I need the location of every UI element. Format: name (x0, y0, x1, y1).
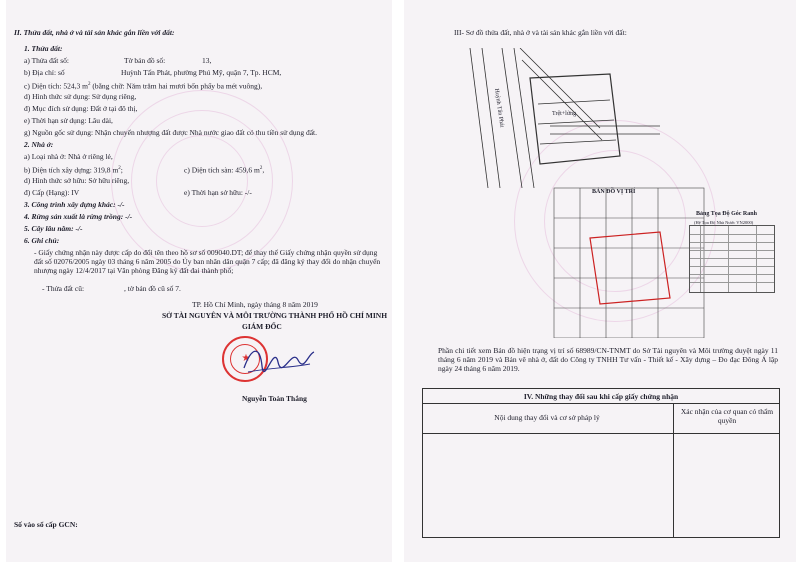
coordinate-table-title: Bảng Tọa Độ Góc Ranh (696, 211, 757, 217)
changes-table-title: IV. Những thay đổi sau khi cấp giấy chứng nhận (523, 392, 679, 401)
certificate-registry-number: Số vào sổ cấp GCN: (14, 520, 78, 529)
table-row-line (690, 282, 774, 283)
signature (238, 338, 318, 378)
location-map-title: BẢN ĐỒ VỊ TRÍ (592, 189, 636, 195)
note-text: - Giấy chứng nhận này được cấp do đổi tên theo hồ sơ số 009040.DT; để thay thế Giấy chứng nhận quyền sử dụng đất số 02076/2005 ngày 03 tháng 6 năm 2005 do Ủy ban nhân dân quận 7 cấp; đã đăng ký thay đổi do nhận chuyển nhượng ngày 12/4/2017 tại Văn phòng Đăng ký đất đai thành phố; (34, 248, 381, 275)
coordinate-table-subtitle: (Hệ Tọa Độ Nhà Nước VN2000) (694, 220, 754, 225)
land-area-unit-sup: 2 (87, 82, 91, 87)
table-column-line (728, 226, 729, 292)
land-address-label: b) Địa chỉ: số (24, 68, 65, 77)
land-address-value: Huỳnh Tấn Phát, phường Phú Mỹ, quận 7, Tp. HCM, (121, 68, 282, 77)
section-title-2: II. Thửa đất, nhà ở và tài sản khác gắn liền với đất: (14, 28, 175, 37)
house-build-area-end: ; (120, 165, 123, 175)
sign-year-label: năm (288, 300, 301, 309)
table-line (423, 433, 779, 434)
production-forest: 4. Rừng sản xuất là rừng trồng: -/- (24, 212, 133, 221)
perennial-trees: 5. Cây lâu năm: -/- (24, 224, 83, 233)
table-row-line (690, 250, 774, 251)
sign-place: TP. Hồ Chí Minh, ngày (192, 300, 263, 309)
rosette-pattern (156, 135, 248, 227)
notes-heading: 6. Ghi chú: (24, 236, 60, 245)
other-construction: 3. Công trình xây dựng khác: -/- (24, 200, 125, 209)
house-floor-area-label: c) Diện tích sàn: 459,6 (184, 165, 253, 175)
house-type: a) Loại nhà ở: Nhà ở riêng lẻ, (24, 152, 113, 161)
coordinate-table (689, 225, 775, 293)
left-page (6, 0, 392, 562)
old-map-sheet: , tờ bản đồ cũ số 7. (124, 284, 181, 293)
house-build-area-unit: m (112, 165, 119, 175)
land-area-words: (bằng chữ: Năm trăm hai mươi bốn phẩy ba mét vuông), (92, 81, 263, 91)
house-build-area (24, 164, 123, 175)
land-use-term: e) Thời hạn sử dụng: Lâu dài, (24, 116, 113, 125)
table-column-line (673, 403, 674, 537)
table-row-line (690, 274, 774, 275)
right-page (404, 0, 796, 562)
page-gutter (392, 0, 404, 562)
land-heading: 1. Thửa đất: (24, 44, 63, 53)
table-row-line (690, 258, 774, 259)
table-column-line (700, 226, 701, 292)
house-floor-area-sup: 2 (259, 166, 263, 171)
signing-date (192, 300, 318, 309)
director-title: GIÁM ĐỐC (242, 322, 282, 331)
map-street-label: Huỳnh Tấn Phát (493, 88, 505, 128)
seal-star-icon: ★ (241, 353, 251, 364)
house-build-area-sup: 2 (118, 166, 121, 171)
issuing-agency: SỞ TÀI NGUYÊN VÀ MÔI TRƯỜNG THÀNH PHỐ HỒ CHÍ MINH (162, 311, 388, 320)
changes-column-confirmation: Xác nhận của cơ quan có thẩm quyền (680, 407, 774, 425)
house-heading: 2. Nhà ở: (24, 140, 54, 149)
table-row-line (690, 234, 774, 235)
house-build-area-label: b) Diện tích xây dựng: 319,8 (24, 165, 111, 175)
land-use-origin: g) Nguồn gốc sử dụng: Nhận chuyển nhượng đất được Nhà nước giao đất có thu tiền sử dụng đất. (24, 128, 318, 137)
house-floor-area (184, 164, 264, 175)
sign-month-label: tháng (263, 300, 281, 309)
signer-name: Nguyễn Toàn Thắng (242, 394, 307, 403)
changes-column-content: Nội dung thay đổi và cơ sở pháp lý (494, 413, 600, 422)
land-area-label: c) Diện tích: 524,3 (24, 81, 81, 91)
table-line (423, 403, 779, 404)
table-column-line (756, 226, 757, 292)
table-row-line (690, 266, 774, 267)
land-area-unit: m (82, 81, 88, 91)
land-map-sheet-label: Tờ bản đồ số: (124, 56, 166, 65)
old-parcel-label: - Thửa đất cũ: (42, 284, 85, 293)
land-use-purpose: đ) Mục đích sử dụng: Đất ở tại đô thị, (24, 104, 138, 113)
land-use-form: d) Hình thức sử dụng: Sử dụng riêng, (24, 92, 137, 101)
land-map-sheet-value: 13, (202, 56, 212, 65)
house-floor-area-end: , (262, 165, 265, 175)
house-grade: đ) Cấp (Hạng): IV (24, 188, 80, 197)
changes-table (422, 388, 780, 538)
sign-month: 8 (282, 300, 287, 309)
map-detail-note: Phần chi tiết xem Bản đồ hiện trạng vị trí số 68989/CN-TNMT do Sở Tài nguyên và Môi trường duyệt ngày 11 tháng 6 năm 2019 và Bản vẽ nhà ở, đất do Công ty TNHH Tư vấn - Thiết kế - Xây dựng – Đo đạc Đông Á lập ngày 24 tháng 6 năm 2019. (438, 346, 778, 373)
section-title-3: III- Sơ đồ thửa đất, nhà ở và tài sản khác gắn liền với đất: (454, 28, 627, 37)
map-house-label: Trệt+lửng (552, 111, 577, 117)
land-area (24, 80, 262, 91)
land-parcel-number: a) Thửa đất số: (24, 56, 69, 65)
house-floor-area-unit: m (253, 165, 260, 175)
house-ownership-form: d) Hình thức sở hữu: Sở hữu riêng, (24, 176, 130, 185)
table-row-line (690, 242, 774, 243)
house-ownership-term: e) Thời hạn sở hữu: -/- (184, 188, 252, 197)
sign-year: 2019 (302, 300, 318, 309)
